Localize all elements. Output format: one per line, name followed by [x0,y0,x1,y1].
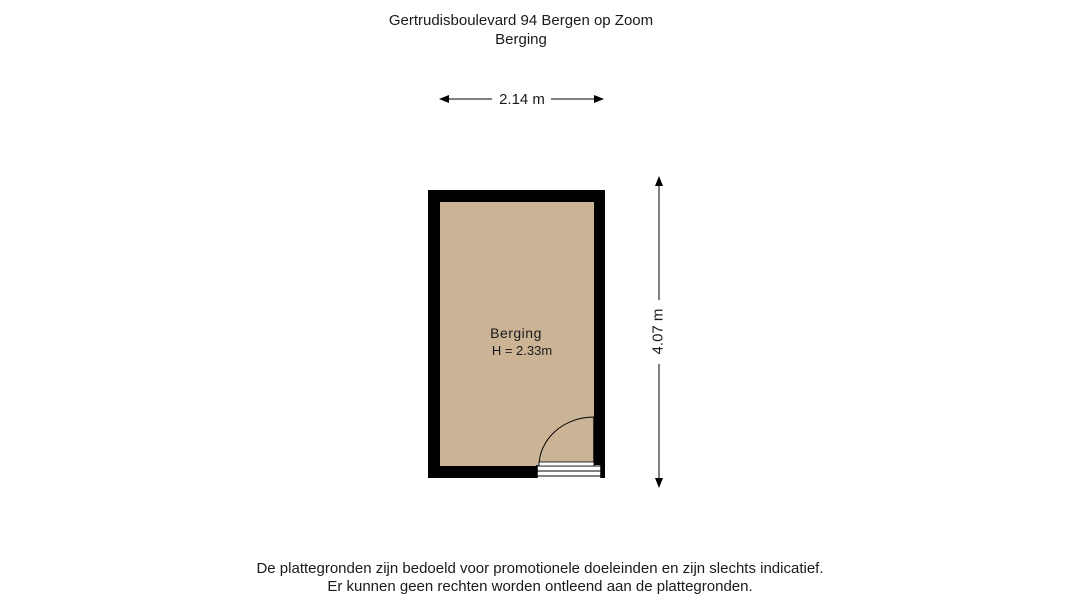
floor-name: Berging [495,31,547,48]
plan-title: Gertrudisboulevard 94 Bergen op Zoom [388,12,654,29]
disclaimer-line-1: De plattegronden zijn bedoeld voor promotionele doeleinden en zijn slechts indicatief. [256,560,824,577]
room-name-label: Berging [490,325,542,341]
disclaimer-line-2: Er kunnen geen rechten worden ontleend aan de plattegronden. [327,578,753,595]
width-dimension-label: 2.14 m [494,90,550,109]
depth-dimension-label: 4.07 m [649,304,668,360]
room-height-label: H = 2.33m [491,343,553,358]
